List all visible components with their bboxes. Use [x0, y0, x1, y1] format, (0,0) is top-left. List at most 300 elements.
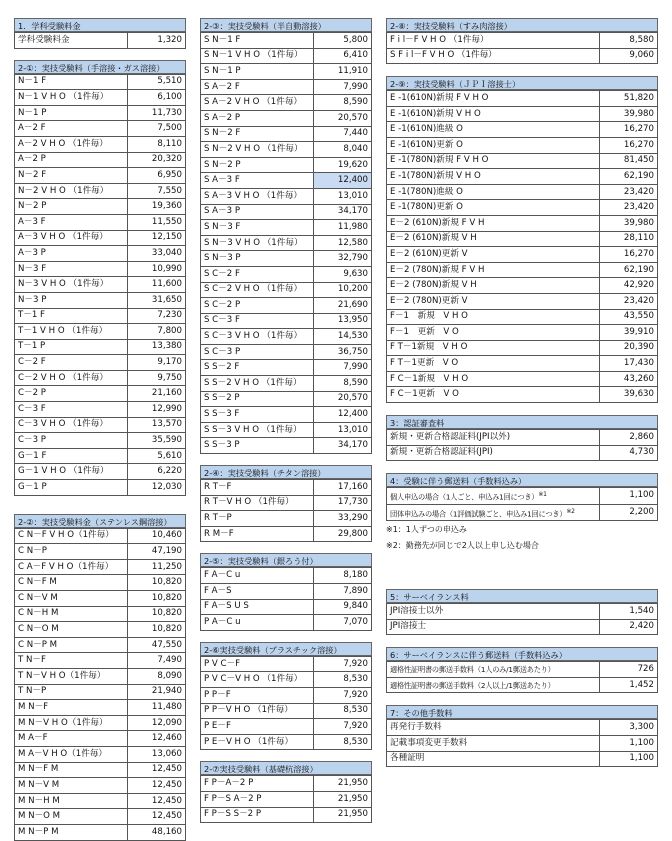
fee-item-label: [15, 199, 128, 215]
fee-item-text: F A－C u: [204, 570, 241, 581]
fee-amount: 1,100: [600, 736, 658, 752]
fee-section: [200, 465, 372, 542]
table-row: [15, 528, 186, 544]
fee-item-text: 記載事項変更手数料: [390, 737, 468, 748]
fee-item-text: 再発行手数料: [390, 722, 442, 733]
fee-amount: 12,400: [314, 407, 372, 423]
fee-item-text: N－3 F: [18, 263, 47, 274]
fee-item-label: [387, 445, 600, 461]
fee-amount: 47,550: [128, 637, 186, 653]
fee-item-text: S S－3 F: [204, 409, 240, 420]
fee-table: [200, 775, 372, 823]
fee-item-label: [201, 391, 314, 407]
fee-amount: 12,090: [128, 715, 186, 731]
fee-section: [386, 415, 658, 461]
fee-item-text: S S－2 P: [204, 393, 240, 404]
fee-item-label: [201, 251, 314, 267]
fee-item-text: F i l－F V H O （1件毎）: [390, 34, 489, 45]
fee-item-label: [387, 309, 600, 325]
fee-item-label: [15, 700, 128, 716]
fee-item-text: T N－P: [18, 686, 47, 697]
fee-table: [200, 479, 372, 542]
section-header: 2-⑥実技受験料（プラスチック溶接）: [200, 642, 372, 656]
fee-item-text: M A－V H O（1件毎）: [18, 748, 108, 759]
fee-item-text: C－3 P: [18, 435, 46, 446]
table-row: [387, 247, 658, 263]
fee-amount: 13,060: [128, 746, 186, 762]
fee-item-text: T－1 F: [18, 310, 45, 321]
fee-item-label: [201, 719, 314, 735]
table-row: [387, 677, 658, 693]
section-header: 2-②：実技受験料金（ステンレス鋼溶接）: [14, 514, 186, 528]
fee-amount: 10,820: [128, 575, 186, 591]
fee-item-text: M N－F M: [18, 764, 59, 775]
table-row: [201, 776, 372, 792]
fee-item-text: P E－F: [204, 720, 231, 731]
fee-item-text: S N－2 V H O （1件毎）: [204, 143, 303, 154]
fee-item-label: [15, 715, 128, 731]
table-row: [15, 324, 186, 340]
fee-amount: 20,390: [600, 340, 658, 356]
fee-amount: 6,410: [314, 48, 372, 64]
fee-item-label: [201, 235, 314, 251]
table-row: [201, 173, 372, 189]
fee-item-text: F P－S S－2 P: [204, 809, 262, 820]
table-row: [201, 235, 372, 251]
table-row: [387, 122, 658, 138]
fee-amount: 8,590: [314, 376, 372, 392]
fee-item-label: [201, 776, 314, 792]
fee-amount: 5,510: [128, 74, 186, 90]
fee-item-text: JPI溶接士以外: [390, 605, 444, 616]
table-row: [15, 448, 186, 464]
table-row: [201, 376, 372, 392]
fee-amount: 9,170: [128, 355, 186, 371]
fee-item-label: [15, 308, 128, 324]
fee-item-label: [387, 215, 600, 231]
fee-item-text: 個人申込の場合（1人ごと、申込み1回につき）: [390, 492, 539, 502]
fee-item-label: [201, 79, 314, 95]
fee-item-text: F C－1新規 V H O: [390, 373, 469, 384]
fee-item-label: [201, 110, 314, 126]
fee-item-label: [387, 430, 600, 446]
fee-item-text: E -1(780N)更新 O: [390, 202, 463, 213]
table-row: [201, 266, 372, 282]
fee-amount: 42,920: [600, 278, 658, 294]
table-row: [201, 188, 372, 204]
fee-item-text: G－1 F: [18, 450, 47, 461]
fee-item-label: [387, 736, 600, 752]
fee-amount: 13,570: [128, 417, 186, 433]
fee-item-text: E－2 (780N)新規 F V H: [390, 264, 485, 275]
fee-item-text: P P－F: [204, 689, 231, 700]
fee-item-label: [15, 121, 128, 137]
fee-item-text: N－1 V H O （1件毎）: [18, 91, 109, 102]
table-row: [201, 656, 372, 672]
fee-item-text: A－3 F: [18, 216, 46, 227]
fee-item-text: R T－F: [204, 481, 232, 492]
fee-item-label: [15, 575, 128, 591]
fee-amount: 81,450: [600, 153, 658, 169]
fee-item-text: T－1 V H O （1件毎）: [18, 325, 108, 336]
fee-item-text: A－2 F: [18, 123, 46, 134]
fee-item-label: [15, 746, 128, 762]
table-row: [15, 277, 186, 293]
fee-table: [200, 32, 372, 454]
fee-item-label: [387, 106, 600, 122]
fee-amount: 36,750: [314, 344, 372, 360]
fee-item-label: [15, 731, 128, 747]
fee-amount: 1,320: [128, 33, 186, 49]
fee-item-label: [201, 807, 314, 823]
fee-item-text: S A－2 V H O （1件毎）: [204, 97, 303, 108]
fee-amount: 11,550: [128, 214, 186, 230]
section-header: 2-⑦実技受験料（基礎杭溶接）: [200, 761, 372, 775]
fee-amount: 12,450: [128, 809, 186, 825]
fee-item-text: S C－3 P: [204, 346, 241, 357]
fee-item-label: [201, 329, 314, 345]
table-row: [15, 653, 186, 669]
fee-item-text: S N－1 V H O （1件毎）: [204, 50, 303, 61]
fee-item-text: E -1(610N)進級 O: [390, 124, 463, 135]
fee-item-text: S S－3 P: [204, 440, 240, 451]
fee-item-label: [15, 448, 128, 464]
fee-amount: 7,990: [314, 79, 372, 95]
fee-amount: 12,460: [128, 731, 186, 747]
fee-item-label: [15, 528, 128, 544]
fee-item-label: [387, 751, 600, 767]
table-row: [15, 433, 186, 449]
footnote-mark: ※2: [566, 507, 575, 515]
fee-amount: 11,250: [128, 559, 186, 575]
fee-item-label: [201, 734, 314, 750]
fee-amount: 39,910: [600, 325, 658, 341]
fee-item-text: S N－3 F: [204, 221, 241, 232]
fee-item-text: N－3 P: [18, 294, 47, 305]
fee-item-label: [15, 433, 128, 449]
table-row: [387, 325, 658, 341]
fee-item-label: [201, 511, 314, 527]
fee-section: [14, 18, 186, 49]
table-row: [15, 575, 186, 591]
fee-item-text: C－2 F: [18, 357, 46, 368]
fee-table: [14, 528, 186, 841]
table-row: [201, 672, 372, 688]
fee-amount: 21,160: [128, 386, 186, 402]
fee-item-text: C N－V M: [18, 592, 58, 603]
fee-amount: 23,420: [600, 184, 658, 200]
section-header: 4：受験に伴う郵送料（手数料込み）: [386, 473, 658, 487]
fee-amount: 1,100: [600, 751, 658, 767]
table-row: [387, 662, 658, 678]
table-row: [15, 793, 186, 809]
fee-amount: 32,790: [314, 251, 372, 267]
fee-item-label: [201, 188, 314, 204]
table-row: [15, 90, 186, 106]
fee-item-text: E -1(780N)進級 O: [390, 186, 463, 197]
fee-item-label: [387, 153, 600, 169]
fee-amount: 62,190: [600, 169, 658, 185]
fee-item-label: [387, 504, 600, 520]
fee-section: [200, 18, 372, 454]
table-row: [15, 559, 186, 575]
fee-item-text: G－1 V H O （1件毎）: [18, 466, 109, 477]
fee-amount: 23,420: [600, 200, 658, 216]
fee-item-label: [387, 604, 600, 620]
table-row: [15, 292, 186, 308]
fee-amount: 10,200: [314, 282, 372, 298]
fee-item-text: E -1(610N)更新 O: [390, 139, 463, 150]
fee-amount: 28,110: [600, 231, 658, 247]
fee-item-label: [387, 325, 600, 341]
fee-amount: 1,100: [600, 488, 658, 504]
fee-amount: 33,040: [128, 246, 186, 262]
table-row: [15, 809, 186, 825]
fee-item-label: [201, 703, 314, 719]
fee-amount: 13,010: [314, 188, 372, 204]
table-row: [201, 495, 372, 511]
table-row: [201, 344, 372, 360]
fee-item-text: E－2 (780N)新規 V H: [390, 280, 477, 291]
footnote: ※1：1人ずつの申込み: [386, 525, 467, 535]
table-row: [15, 121, 186, 137]
fee-item-label: [201, 615, 314, 631]
fee-item-label: [201, 142, 314, 158]
fee-section: [200, 642, 372, 751]
fee-amount: 2,200: [600, 504, 658, 520]
fee-amount: 8,530: [314, 703, 372, 719]
table-row: [387, 445, 658, 461]
fee-table: [14, 74, 186, 496]
table-row: [387, 262, 658, 278]
fee-amount: 7,990: [314, 360, 372, 376]
fee-item-label: [15, 324, 128, 340]
fee-item-text: T－1 P: [18, 341, 46, 352]
fee-item-text: C－3 V H O （1件毎）: [18, 419, 108, 430]
fee-table: [386, 487, 658, 521]
fee-item-text: S N－2 F: [204, 128, 241, 139]
section-header: 1．学科受験料金: [14, 18, 186, 32]
table-row: [15, 762, 186, 778]
fee-item-text: S N－1 F: [204, 34, 241, 45]
table-row: [15, 74, 186, 90]
fee-item-text: S N－3 P: [204, 253, 241, 264]
fee-amount: 34,170: [314, 438, 372, 454]
fee-item-text: F－1 更新 V O: [390, 326, 459, 337]
table-row: [387, 430, 658, 446]
fee-amount: 12,030: [128, 480, 186, 496]
table-row: [201, 687, 372, 703]
fee-table: [386, 603, 658, 635]
fee-item-text: E－2 (610N)新規 V H: [390, 233, 477, 244]
column-left: [14, 18, 186, 841]
fee-item-label: [201, 298, 314, 314]
table-row: [387, 720, 658, 736]
table-row: [15, 230, 186, 246]
fee-item-label: [387, 619, 600, 635]
fee-item-label: [201, 48, 314, 64]
fee-item-text: E -1(610N)新規 F V H O: [390, 92, 489, 103]
fee-table: [200, 656, 372, 751]
fee-item-label: [15, 824, 128, 840]
fee-item-label: [201, 599, 314, 615]
table-row: [387, 106, 658, 122]
fee-amount: 8,530: [314, 734, 372, 750]
fee-item-label: [15, 261, 128, 277]
fee-item-text: P P－V H O （1件毎）: [204, 705, 293, 716]
fee-item-text: JPI溶接士: [390, 621, 427, 632]
fee-item-label: [15, 214, 128, 230]
fee-item-text: R T－P: [204, 513, 232, 524]
table-row: [201, 313, 372, 329]
fee-item-label: [387, 340, 600, 356]
fee-item-text: S F i l－F V H O （1件毎）: [390, 50, 497, 61]
fee-item-text: F T－1新規 V H O: [390, 342, 468, 353]
fee-item-text: P V C－V H O （1件毎）: [204, 674, 303, 685]
fee-amount: 7,070: [314, 615, 372, 631]
table-row: [15, 778, 186, 794]
fee-amount: 7,920: [314, 687, 372, 703]
fee-item-label: [201, 526, 314, 542]
fee-item-text: E -1(780N)新規 F V H O: [390, 155, 489, 166]
fee-item-label: [201, 33, 314, 49]
fee-item-text: M N－F: [18, 701, 49, 712]
fee-amount: 7,800: [128, 324, 186, 340]
table-row: [15, 731, 186, 747]
fee-item-text: N－2 V H O （1件毎）: [18, 185, 109, 196]
table-row: [201, 480, 372, 496]
fee-amount: 19,360: [128, 199, 186, 215]
fee-item-label: [15, 90, 128, 106]
table-row: [201, 204, 372, 220]
table-row: [201, 251, 372, 267]
fee-item-label: [387, 720, 600, 736]
fee-item-label: [15, 292, 128, 308]
fee-item-text: S S－3 V H O （1件毎）: [204, 424, 302, 435]
fee-amount: 8,180: [314, 568, 372, 584]
table-row: [201, 511, 372, 527]
fee-amount: 1,452: [600, 677, 658, 693]
fee-item-label: [15, 152, 128, 168]
fee-amount: 8,530: [314, 672, 372, 688]
table-row: [387, 751, 658, 767]
fee-item-label: [201, 126, 314, 142]
fee-item-text: S C－3 F: [204, 315, 240, 326]
table-row: [15, 168, 186, 184]
fee-item-label: [387, 247, 600, 263]
fee-item-label: [387, 200, 600, 216]
table-row: [15, 246, 186, 262]
fee-item-label: [201, 220, 314, 236]
fee-item-label: [15, 480, 128, 496]
fee-item-label: [201, 204, 314, 220]
table-row: [15, 199, 186, 215]
fee-item-text: R M－F: [204, 528, 234, 539]
fee-item-text: A－3 P: [18, 247, 46, 258]
table-row: [201, 438, 372, 454]
fee-item-text: S A－2 P: [204, 112, 241, 123]
table-row: [15, 417, 186, 433]
table-row: [201, 719, 372, 735]
fee-item-label: [15, 339, 128, 355]
fee-item-label: [201, 422, 314, 438]
table-row: [387, 504, 658, 520]
table-row: [387, 340, 658, 356]
fee-item-text: E－2 (610N)更新 V: [390, 248, 468, 259]
table-row: [15, 152, 186, 168]
fee-amount: 11,910: [314, 64, 372, 80]
fee-item-label: [201, 438, 314, 454]
fee-amount: 6,950: [128, 168, 186, 184]
fee-amount: 3,300: [600, 720, 658, 736]
fee-amount: 8,590: [314, 95, 372, 111]
fee-item-text: C N－P M: [18, 639, 58, 650]
fee-amount: 12,990: [128, 402, 186, 418]
fee-amount: 12,450: [128, 778, 186, 794]
fee-amount: 21,950: [314, 776, 372, 792]
fee-item-label: [387, 488, 600, 504]
fee-item-text: A－3 V H O （1件毎）: [18, 232, 108, 243]
table-row: [387, 278, 658, 294]
fee-item-label: [15, 668, 128, 684]
fee-item-text: F T－1更新 V O: [390, 358, 459, 369]
fee-item-text: 団体申込みの場合（1評価試験ごと、申込み1回につき）: [390, 509, 567, 519]
fee-item-text: N－1 F: [18, 76, 47, 87]
fee-amount: 9,750: [128, 370, 186, 386]
fee-amount: 726: [600, 662, 658, 678]
fee-item-text: M N－H M: [18, 795, 60, 806]
fee-amount: 11,600: [128, 277, 186, 293]
column-right: [386, 18, 658, 767]
table-row: [15, 402, 186, 418]
fee-amount: 17,430: [600, 356, 658, 372]
fee-amount: 14,530: [314, 329, 372, 345]
table-row: [201, 142, 372, 158]
table-row: [15, 824, 186, 840]
table-row: [387, 604, 658, 620]
fee-item-text: M N－P M: [18, 826, 59, 837]
table-row: [15, 308, 186, 324]
fee-item-text: T N－F: [18, 655, 46, 666]
fee-item-label: [15, 637, 128, 653]
fee-item-text: S S－2 F: [204, 362, 240, 373]
fee-amount: 7,550: [128, 183, 186, 199]
fee-item-text: S N－3 V H O （1件毎）: [204, 237, 303, 248]
section-header: 2-⑨：実技受験料（ＪＰＩ溶接士）: [386, 76, 658, 90]
fee-item-text: C－2 V H O （1件毎）: [18, 372, 108, 383]
fee-item-text: 適格性証明書の郵送手数料（1人のみ/1郵送あたり）: [390, 665, 555, 675]
fee-item-label: [201, 173, 314, 189]
fee-amount: 2,860: [600, 430, 658, 446]
fee-item-label: [15, 653, 128, 669]
fee-item-text: C N－F M: [18, 577, 57, 588]
fee-section: [386, 647, 658, 693]
table-row: [15, 606, 186, 622]
fee-amount: 16,270: [600, 247, 658, 263]
fee-amount: 21,950: [314, 807, 372, 823]
fee-section: [14, 60, 186, 496]
table-row: [15, 715, 186, 731]
fee-amount: 20,570: [314, 391, 372, 407]
fee-item-label: [15, 606, 128, 622]
fee-item-label: [201, 95, 314, 111]
fee-amount: 10,990: [128, 261, 186, 277]
fee-amount: 39,980: [600, 106, 658, 122]
fee-item-label: [15, 417, 128, 433]
fee-item-label: [15, 277, 128, 293]
section-header: 7：その他手数料: [386, 705, 658, 719]
fee-amount: 7,920: [314, 656, 372, 672]
